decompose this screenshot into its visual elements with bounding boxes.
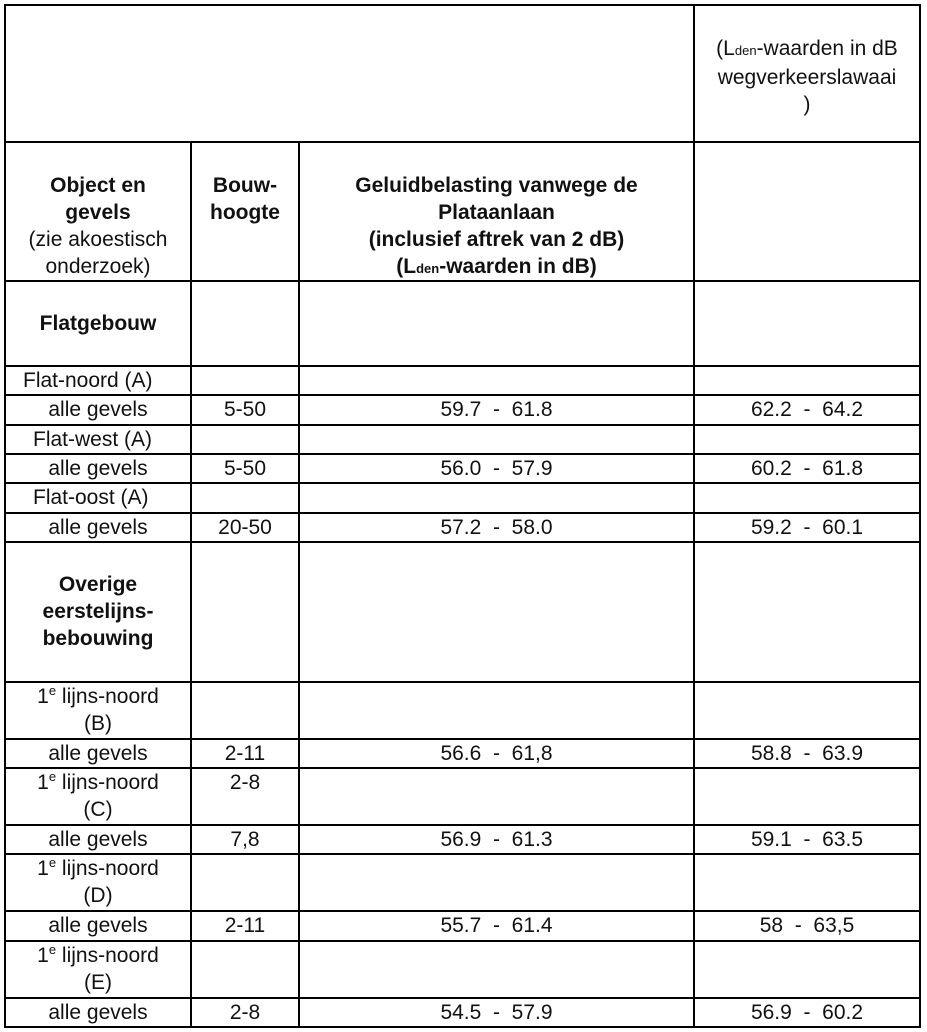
row-object: Flat-oost (A) bbox=[33, 486, 149, 509]
row-height: 7,8 bbox=[230, 828, 260, 851]
row-height: 2-11 bbox=[224, 914, 266, 937]
group-object-label: 1e lijns-noord (C) bbox=[37, 769, 159, 821]
row-plataan-value: 56.9 - 61.3 bbox=[440, 828, 553, 851]
row-object: alle gevels bbox=[48, 742, 148, 765]
row-object: alle gevels bbox=[48, 1001, 148, 1024]
row-object: Flat-west (A) bbox=[33, 428, 153, 451]
height-column-header: Bouw- hoogte bbox=[210, 174, 280, 224]
rule bbox=[919, 4, 921, 1028]
noise-table bbox=[4, 4, 921, 1028]
row-total-value: 60.2 - 61.8 bbox=[750, 457, 864, 480]
row-total-value: 58.8 - 63.9 bbox=[750, 742, 864, 765]
group-object-label: 1e lijns-noord (B) bbox=[37, 683, 159, 735]
group-object-label: 1e lijns-noord (E) bbox=[37, 942, 159, 994]
row-object: alle gevels bbox=[48, 516, 148, 539]
rule bbox=[4, 4, 921, 6]
top-right-header: (Lden-waarden in dB wegverkeerslawaai ) bbox=[716, 37, 898, 116]
section-heading-flat: Flatgebouw bbox=[39, 312, 157, 335]
rule bbox=[190, 141, 192, 1028]
row-object: alle gevels bbox=[48, 457, 148, 480]
row-plataan-value: 57.2 - 58.0 bbox=[440, 516, 553, 539]
row-plataan-value: 59.7 - 61.8 bbox=[440, 398, 553, 421]
row-height: 5-50 bbox=[223, 398, 267, 421]
row-height: 2-11 bbox=[224, 742, 266, 765]
row-total-value: 56.9 - 60.2 bbox=[750, 1001, 864, 1024]
row-height: 2-8 bbox=[229, 1001, 261, 1024]
row-total-value: 58 - 63,5 bbox=[759, 914, 855, 937]
row-total-value: 59.1 - 63.5 bbox=[750, 828, 864, 851]
group-object-label: 1e lijns-noord (D) bbox=[37, 855, 159, 907]
row-plataan-value: 56.0 - 57.9 bbox=[440, 457, 553, 480]
row-object: Flat-noord (A) bbox=[23, 369, 153, 392]
row-object: alle gevels bbox=[48, 398, 148, 421]
rule bbox=[4, 541, 921, 543]
section-heading-other: Overige eerstelijns- bebouwing bbox=[42, 573, 154, 650]
row-total-value: 62.2 - 64.2 bbox=[750, 398, 864, 421]
rule bbox=[4, 141, 921, 143]
row-object: alle gevels bbox=[48, 828, 148, 851]
object-column-header: Object en gevels (zie akoestisch onderzoek) bbox=[28, 174, 168, 278]
row-plataan-value: 55.7 - 61.4 bbox=[440, 914, 553, 937]
row-height: 5-50 bbox=[223, 457, 267, 480]
rule bbox=[4, 1026, 921, 1028]
noise-column-header: Geluidbelasting vanwege de Plataanlaan (inclusief aftrek van 2 dB) (Lden-waarden in dB) bbox=[355, 174, 638, 278]
row-total-value: 59.2 - 60.1 bbox=[750, 516, 864, 539]
row-plataan-value: 54.5 - 57.9 bbox=[440, 1001, 553, 1024]
row-height: 20-50 bbox=[218, 516, 272, 539]
row-plataan-value: 56.6 - 61,8 bbox=[440, 742, 553, 765]
row-object: alle gevels bbox=[48, 914, 148, 937]
group-height: 2-8 bbox=[229, 771, 261, 794]
